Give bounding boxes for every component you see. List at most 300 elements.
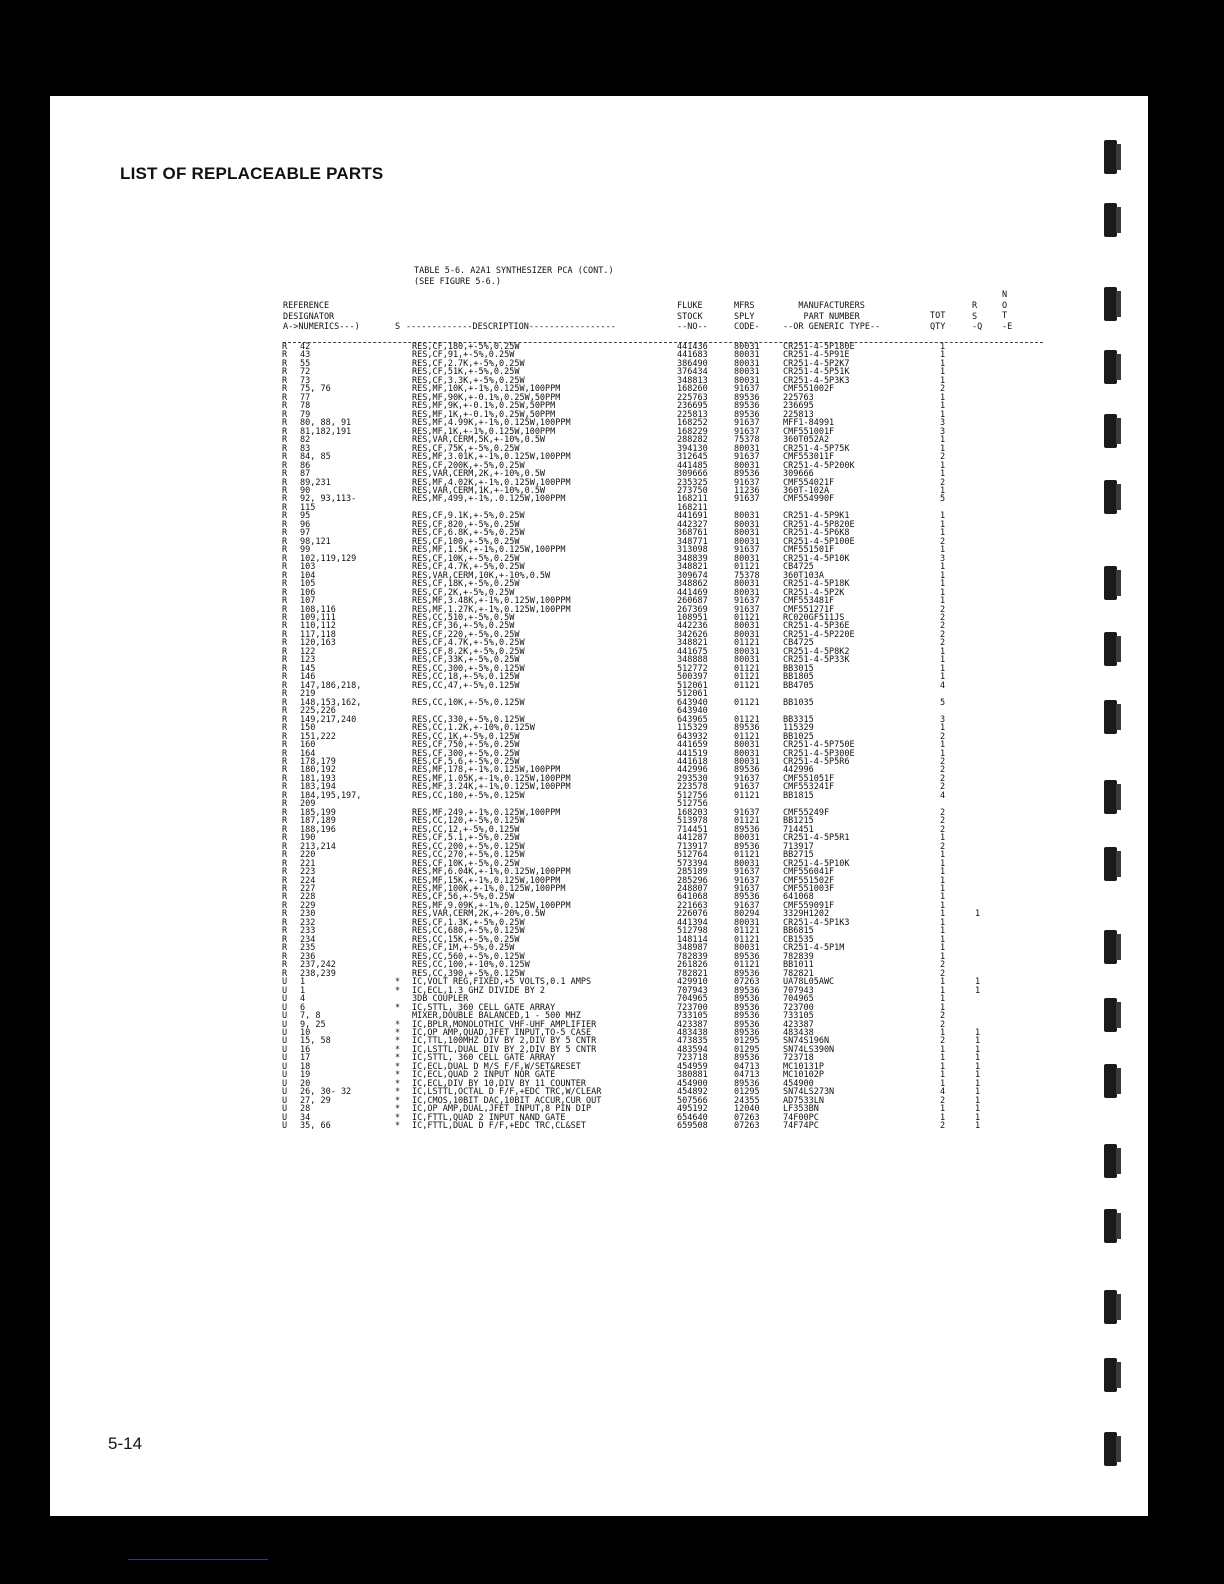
row-qty: 1: [940, 1044, 946, 1055]
row-reference: 110,112: [300, 621, 336, 632]
row-stock-number: 423387: [677, 1019, 708, 1030]
row-supply-code: 07263: [734, 1112, 760, 1123]
row-description: RES,CC,680,+-5%,0.125W: [412, 926, 525, 937]
row-description: RES,CC,100,+-10%,0.125W: [412, 960, 530, 971]
page-number: 5-14: [108, 1434, 143, 1453]
row-description: RES,CC,12,+-5%,0.125W: [412, 824, 520, 835]
row-supply-code: 01121: [734, 638, 760, 649]
row-s-flag: *: [395, 1061, 401, 1072]
row-s-flag: *: [395, 1104, 401, 1115]
row-part-number: CMF553011F: [783, 452, 835, 463]
row-description: RES,CF,300,+-5%,0.25W: [412, 748, 520, 759]
row-type: R: [282, 943, 288, 954]
row-stock-number: 260687: [677, 596, 708, 607]
row-stock-number: 168229: [677, 426, 708, 437]
row-qty: 1: [940, 646, 946, 657]
row-supply-code: 80031: [734, 443, 760, 454]
row-supply-code: 80031: [734, 342, 760, 352]
row-type: R: [282, 545, 288, 556]
row-type: U: [282, 977, 288, 988]
row-reference: 236: [300, 951, 316, 962]
row-stock-number: 713917: [677, 841, 708, 852]
row-part-number: CR251-4-5P91E: [783, 350, 850, 361]
row-stock-number: 454892: [677, 1087, 708, 1098]
row-supply-code: 89536: [734, 1078, 760, 1089]
table-row: [50, 358, 1148, 369]
row-stock-number: 512061: [677, 680, 708, 691]
row-stock-number: 225763: [677, 392, 708, 403]
row-type: R: [282, 553, 288, 564]
table-row: [50, 443, 1148, 454]
row-type: U: [282, 994, 288, 1005]
row-part-number: CR251-4-5P6K8: [783, 528, 850, 539]
table-row: [50, 968, 1148, 979]
row-stock-number: 441519: [677, 748, 708, 759]
index-tabs: [1104, 0, 1134, 1584]
row-qty: 2: [940, 824, 946, 835]
row-qty: 1: [940, 926, 946, 937]
row-description: RES,CF,36,+-5%,0.25W: [412, 621, 515, 632]
index-tab: [1104, 780, 1117, 814]
row-s-flag: *: [395, 977, 401, 988]
row-qty: 1: [940, 934, 946, 945]
table-row: [50, 1038, 1148, 1046]
row-qty: 5: [940, 697, 946, 708]
row-part-number: CR251-4-5P5R6: [783, 756, 850, 767]
row-reference: 238,239: [300, 968, 336, 979]
row-stock-number: 512756: [677, 790, 708, 801]
row-qty: 2: [940, 773, 946, 784]
parts-table: [50, 344, 1148, 1132]
table-row: [50, 471, 1148, 479]
table-row: [50, 547, 1148, 555]
row-description: IC,ECL,DUAL D M/S F/F,W/SET&RESET: [412, 1061, 581, 1072]
row-type: R: [282, 723, 288, 734]
row-stock-number: 659508: [677, 1121, 708, 1132]
row-type: R: [282, 816, 288, 827]
row-supply-code: 75378: [734, 435, 760, 446]
row-part-number: CR251-4-5P200K: [783, 460, 855, 471]
row-description: RES,CF,820,+-5%,0.25W: [412, 519, 520, 530]
header-rsq: R S -Q: [972, 301, 983, 332]
row-supply-code: 80031: [734, 756, 760, 767]
row-qty: 1: [940, 917, 946, 928]
row-stock-number: 512798: [677, 926, 708, 937]
row-description: RES,VAR,CERM,10K,+-10%,0.5W: [412, 570, 551, 581]
row-type: R: [282, 960, 288, 971]
row-qty: 1: [940, 909, 946, 920]
header-tot-qty: TOT QTY: [930, 311, 946, 332]
row-qty: 1: [940, 867, 946, 878]
row-description: RES,CF,6.8K,+-5%,0.25W: [412, 528, 525, 539]
row-part-number: CMF554021F: [783, 477, 835, 488]
row-stock-number: 512756: [677, 799, 708, 810]
row-type: R: [282, 689, 288, 700]
row-description: RES,MF,3.24K,+-1%,0.125W,100PPM: [412, 782, 571, 793]
row-reference: 228: [300, 892, 316, 903]
row-reference: 6: [300, 1002, 306, 1013]
row-stock-number: 507566: [677, 1095, 708, 1106]
table-row: [50, 646, 1148, 657]
row-part-number: CMF556041F: [783, 867, 835, 878]
row-s-flag: *: [395, 1095, 401, 1106]
row-description: RES,CF,9.1K,+-5%,0.25W: [412, 511, 525, 522]
row-supply-code: 91637: [734, 867, 760, 878]
row-part-number: 74F74PC: [783, 1121, 819, 1132]
row-type: R: [282, 680, 288, 691]
row-description: RES,CF,200K,+-5%,0.25W: [412, 460, 525, 471]
row-reference: 55: [300, 358, 311, 369]
row-reference: 185,199: [300, 807, 336, 818]
row-reference: 232: [300, 917, 316, 928]
row-type: R: [282, 452, 288, 463]
row-qty: 1: [940, 951, 946, 962]
table-row: [50, 869, 1148, 877]
row-qty: 1: [940, 875, 946, 886]
row-supply-code: 80031: [734, 917, 760, 928]
row-reference: 77: [300, 392, 311, 403]
row-type: R: [282, 714, 288, 725]
row-reference: 147,186,218,: [300, 680, 362, 691]
row-part-number: 236695: [783, 401, 814, 412]
row-stock-number: 221663: [677, 900, 708, 911]
row-supply-code: 12040: [734, 1104, 760, 1115]
table-row: [50, 1095, 1148, 1106]
row-qty: 1: [940, 562, 946, 573]
row-description: RES,CF,10K,+-5%,0.25W: [412, 858, 520, 869]
row-part-number: CR251-4-5P1K3: [783, 917, 850, 928]
row-reference: 183,194: [300, 782, 336, 793]
row-reference: 103: [300, 562, 316, 573]
row-qty: 1: [940, 358, 946, 369]
row-s-flag: *: [395, 1036, 401, 1047]
table-row: [50, 900, 1148, 911]
row-qty: 2: [940, 638, 946, 649]
index-tab: [1104, 1209, 1117, 1243]
table-row: [50, 1027, 1148, 1038]
row-type: R: [282, 892, 288, 903]
row-qty: 1: [940, 672, 946, 683]
index-tab: [1104, 700, 1117, 734]
table-row: [50, 663, 1148, 674]
row-part-number: CR251-4-5P220E: [783, 629, 855, 640]
row-qty: 1: [940, 655, 946, 666]
row-reference: 86: [300, 460, 311, 471]
table-row: [50, 714, 1148, 725]
row-qty: 2: [940, 629, 946, 640]
row-rsq: 1: [975, 977, 981, 988]
row-reference: 43: [300, 350, 311, 361]
row-stock-number: 441469: [677, 587, 708, 598]
row-qty: 1: [940, 985, 946, 996]
row-qty: 2: [940, 960, 946, 971]
row-stock-number: 442996: [677, 765, 708, 776]
row-supply-code: 01121: [734, 697, 760, 708]
row-reference: 108,116: [300, 604, 336, 615]
row-part-number: CR251-4-5P51K: [783, 367, 850, 378]
row-type: R: [282, 909, 288, 920]
row-qty: 1: [940, 579, 946, 590]
row-type: R: [282, 367, 288, 378]
row-type: R: [282, 663, 288, 674]
row-stock-number: 348839: [677, 553, 708, 564]
row-qty: 1: [940, 401, 946, 412]
row-supply-code: 07263: [734, 1121, 760, 1132]
table-row: [50, 454, 1148, 462]
row-description: IC,OP AMP,DUAL,JFET INPUT,8 PIN DIP: [412, 1104, 592, 1115]
row-description: IC,ECL,DIV BY 10,DIV BY 11 COUNTER: [412, 1078, 586, 1089]
header-fluke-stock-no: FLUKE STOCK --NO--: [677, 301, 708, 332]
row-qty: 1: [940, 469, 946, 480]
row-part-number: CMF553481F: [783, 596, 835, 607]
row-reference: 181,193: [300, 773, 336, 784]
row-reference: 72: [300, 367, 311, 378]
row-part-number: AD7533LN: [783, 1095, 824, 1106]
row-s-flag: *: [395, 1002, 401, 1013]
row-qty: 2: [940, 816, 946, 827]
table-row: [50, 767, 1148, 775]
row-supply-code: 80031: [734, 579, 760, 590]
row-qty: 4: [940, 790, 946, 801]
row-stock-number: 782839: [677, 951, 708, 962]
row-supply-code: 01121: [734, 816, 760, 827]
row-type: R: [282, 384, 288, 395]
row-description: IC,OP AMP,QUAD,JFET INPUT,TO-5 CASE: [412, 1027, 592, 1038]
row-reference: 178,179: [300, 756, 336, 767]
row-reference: 99: [300, 545, 311, 556]
row-type: R: [282, 604, 288, 615]
row-type: R: [282, 782, 288, 793]
row-stock-number: 654640: [677, 1112, 708, 1123]
table-row: [50, 996, 1148, 1004]
row-type: R: [282, 638, 288, 649]
row-description: RES,MF,100K,+-1%,0.125W,100PPM: [412, 884, 566, 894]
row-description: RES,MF,4.02K,+-1%,0.125W,100PPM: [412, 477, 571, 488]
header-divider: [283, 342, 1043, 343]
row-description: IC,LSTTL,DUAL DIV BY 2,DIV BY 5 CNTR: [412, 1044, 597, 1055]
row-supply-code: 80031: [734, 528, 760, 539]
row-part-number: BB1035: [783, 697, 814, 708]
row-reference: 146: [300, 672, 316, 683]
row-qty: 2: [940, 807, 946, 818]
row-supply-code: 91637: [734, 884, 760, 894]
row-reference: 105: [300, 579, 316, 590]
row-stock-number: 495192: [677, 1104, 708, 1115]
row-supply-code: 91637: [734, 596, 760, 607]
row-part-number: CB4725: [783, 562, 814, 573]
row-part-number: MC10102P: [783, 1070, 824, 1081]
row-description: RES,CC,120,+-5%,0.125W: [412, 816, 525, 827]
row-part-number: CMF551002F: [783, 384, 835, 395]
row-qty: 1: [940, 833, 946, 844]
row-stock-number: 641068: [677, 892, 708, 903]
row-supply-code: 89536: [734, 1053, 760, 1064]
row-supply-code: 80031: [734, 536, 760, 547]
row-stock-number: 273750: [677, 485, 708, 496]
row-stock-number: 168211: [677, 494, 708, 505]
row-qty: 4: [940, 680, 946, 691]
row-stock-number: 168260: [677, 384, 708, 395]
row-stock-number: 386490: [677, 358, 708, 369]
table-row: [50, 962, 1148, 970]
row-supply-code: 91637: [734, 773, 760, 784]
header-reference-designator: REFERENCE DESIGNATOR A->NUMERICS---): [283, 301, 360, 332]
row-s-flag: *: [395, 1044, 401, 1055]
row-type: R: [282, 841, 288, 852]
table-row: [50, 420, 1148, 428]
row-description: IC,ECL,1.3 GHZ DIVIDE BY 2: [412, 985, 546, 996]
row-part-number: BB3315: [783, 714, 814, 725]
row-type: R: [282, 375, 288, 386]
row-stock-number: 442236: [677, 621, 708, 632]
row-stock-number: 168252: [677, 418, 708, 429]
table-row: [50, 1013, 1148, 1021]
row-qty: 3: [940, 418, 946, 429]
row-reference: 227: [300, 884, 316, 894]
row-supply-code: 89536: [734, 951, 760, 962]
row-reference: 187,189: [300, 816, 336, 827]
row-description: RES,MF,6.04K,+-1%,0.125W,100PPM: [412, 867, 571, 878]
row-s-flag: *: [395, 985, 401, 996]
row-supply-code: 91637: [734, 477, 760, 488]
row-qty: 2: [940, 1095, 946, 1106]
table-row: [50, 1002, 1148, 1013]
table-row: [50, 604, 1148, 615]
table-row: [50, 1123, 1148, 1131]
row-reference: 145: [300, 663, 316, 674]
row-part-number: CR251-4-5P10K: [783, 553, 850, 564]
row-qty: 1: [940, 884, 946, 894]
row-supply-code: 91637: [734, 452, 760, 463]
row-qty: 1: [940, 900, 946, 911]
row-stock-number: 108951: [677, 613, 708, 623]
row-supply-code: 75378: [734, 570, 760, 581]
row-qty: 2: [940, 765, 946, 776]
row-part-number: CR251-4-5P750E: [783, 740, 855, 751]
row-type: R: [282, 867, 288, 878]
row-reference: 84, 85: [300, 452, 331, 463]
row-part-number: CR251-4-5P2K7: [783, 358, 850, 369]
row-supply-code: 01295: [734, 1087, 760, 1098]
row-qty: 1: [940, 511, 946, 522]
row-stock-number: 342626: [677, 629, 708, 640]
row-supply-code: 89536: [734, 1011, 760, 1022]
row-qty: 5: [940, 494, 946, 505]
row-qty: 1: [940, 663, 946, 674]
row-qty: 1: [940, 1104, 946, 1115]
row-part-number: CR251-4-5P33K: [783, 655, 850, 666]
table-row: [50, 1044, 1148, 1055]
row-reference: 209: [300, 799, 316, 810]
table-caption: TABLE 5-6. A2A1 SYNTHESIZER PCA (CONT.) (SEE FIGURE 5-6.): [414, 266, 614, 287]
row-stock-number: 441691: [677, 511, 708, 522]
row-reference: 220: [300, 850, 316, 861]
row-supply-code: 80031: [734, 858, 760, 869]
row-description: RES,CC,560,+-5%,0.125W: [412, 951, 525, 962]
row-type: U: [282, 1078, 288, 1089]
table-row: [50, 587, 1148, 598]
row-part-number: BB1011: [783, 960, 814, 971]
row-supply-code: 89536: [734, 1027, 760, 1038]
row-stock-number: 225813: [677, 409, 708, 420]
row-reference: 150: [300, 723, 316, 734]
row-part-number: CR251-4-5P5R1: [783, 833, 850, 844]
row-qty: 1: [940, 519, 946, 530]
row-description: RES,MF,90K,+-0.1%,0.25W,50PPM: [412, 392, 561, 403]
row-supply-code: 89536: [734, 469, 760, 480]
row-reference: 117,118: [300, 629, 336, 640]
row-qty: 2: [940, 621, 946, 632]
row-part-number: BB1815: [783, 790, 814, 801]
row-part-number: 782839: [783, 951, 814, 962]
row-reference: 149,217,240: [300, 714, 357, 725]
row-part-number: CR251-4-5P2K: [783, 587, 845, 598]
row-type: R: [282, 350, 288, 361]
row-stock-number: 643940: [677, 706, 708, 717]
table-row: [50, 945, 1148, 953]
row-supply-code: 01121: [734, 672, 760, 683]
row-stock-number: 348813: [677, 375, 708, 386]
row-reference: 115: [300, 502, 316, 513]
row-stock-number: 236695: [677, 401, 708, 412]
row-supply-code: 01121: [734, 562, 760, 573]
row-description: RES,MF,3.01K,+-1%,0.125W,100PPM: [412, 452, 571, 463]
row-rsq: 1: [975, 1078, 981, 1089]
row-part-number: CR251-4-5P820E: [783, 519, 855, 530]
row-reference: 184,195,197,: [300, 790, 362, 801]
table-row: [50, 894, 1148, 902]
row-part-number: CB1535: [783, 934, 814, 945]
row-type: R: [282, 621, 288, 632]
row-supply-code: 91637: [734, 875, 760, 886]
row-part-number: BB2715: [783, 850, 814, 861]
row-qty: 1: [940, 1002, 946, 1013]
row-reference: 80, 88, 91: [300, 418, 352, 429]
row-supply-code: 01121: [734, 850, 760, 861]
row-stock-number: 168211: [677, 502, 708, 513]
row-type: R: [282, 511, 288, 522]
row-qty: 1: [940, 892, 946, 903]
row-type: R: [282, 460, 288, 471]
row-description: RES,MF,4.99K,+-1%,0.125W,100PPM: [412, 418, 571, 429]
row-supply-code: 89536: [734, 401, 760, 412]
row-rsq: 1: [975, 1053, 981, 1064]
row-part-number: CMF554990F: [783, 494, 835, 505]
row-part-number: LF353BN: [783, 1104, 819, 1115]
row-stock-number: 168203: [677, 807, 708, 818]
row-type: U: [282, 1104, 288, 1115]
row-type: R: [282, 528, 288, 539]
row-stock-number: 394130: [677, 443, 708, 454]
row-supply-code: 80031: [734, 587, 760, 598]
row-type: R: [282, 740, 288, 751]
row-type: R: [282, 443, 288, 454]
row-stock-number: 348821: [677, 562, 708, 573]
row-description: RES,MF,15K,+-1%,0.125W,100PPM: [412, 875, 561, 886]
row-part-number: BB1215: [783, 816, 814, 827]
row-part-number: CR251-4-5P36E: [783, 621, 850, 632]
table-row: [50, 951, 1148, 962]
table-row: [50, 502, 1148, 513]
row-reference: 97: [300, 528, 311, 539]
row-qty: 1: [940, 485, 946, 496]
row-part-number: 713917: [783, 841, 814, 852]
row-type: R: [282, 824, 288, 835]
row-type: R: [282, 731, 288, 742]
row-part-number: 483438: [783, 1027, 814, 1038]
row-reference: 190: [300, 833, 316, 844]
table-row: [50, 352, 1148, 360]
